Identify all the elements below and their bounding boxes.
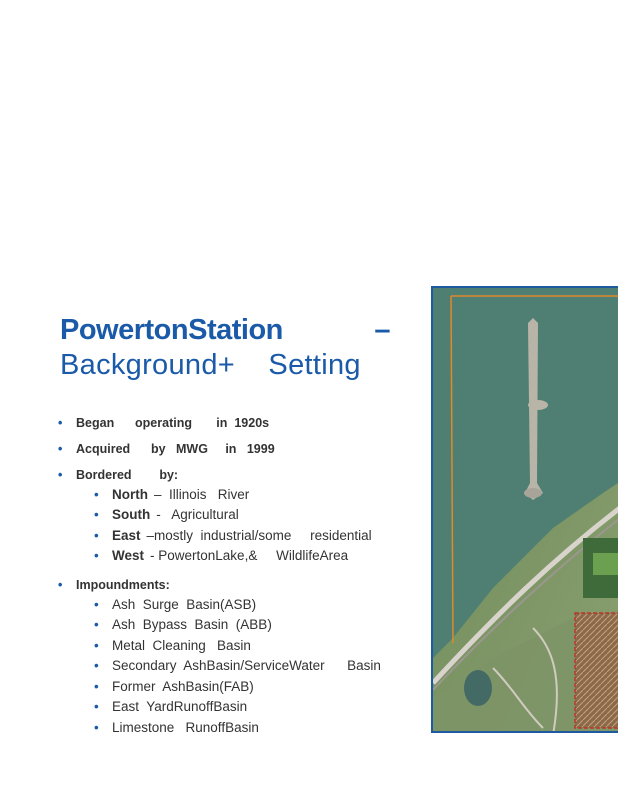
bullet-dot-icon: • — [94, 486, 99, 502]
bullet-dot-icon: • — [94, 658, 99, 674]
impoundment-name: Ash Surge Basin(ASB) — [112, 596, 257, 612]
sub-bullet-item — [94, 594, 418, 615]
border-direction: North — [112, 486, 148, 502]
bullet-dot-icon: • — [94, 527, 99, 543]
bullet-dot-icon: • — [94, 699, 99, 715]
bullet-text: Began operating in 1920s — [76, 416, 270, 430]
bullet-text: Bordered by: — [76, 468, 179, 482]
bullet-dot-icon: • — [58, 416, 63, 430]
sub-bullet-item — [94, 546, 418, 567]
bullet-item — [58, 442, 418, 456]
aerial-map-image — [431, 286, 618, 733]
bullet-list — [58, 416, 418, 738]
title-station-name: PowertonStation — [60, 314, 283, 346]
bullet-item — [58, 578, 418, 592]
impoundment-name: Secondary AshBasin/ServiceWater Basin — [112, 658, 381, 674]
sub-bullet-item — [94, 525, 418, 546]
sub-bullet-item — [94, 505, 418, 526]
border-text: –mostly industrial/some residential — [146, 527, 372, 543]
border-direction: East — [112, 527, 141, 543]
bullet-dot-icon: • — [58, 578, 63, 592]
impoundment-name: Former AshBasin(FAB) — [112, 678, 254, 694]
impoundment-name: Ash Bypass Basin (ABB) — [112, 617, 272, 633]
aerial-map-svg — [433, 288, 618, 733]
bullet-dot-icon: • — [94, 617, 99, 633]
sub-bullet-item — [94, 484, 418, 505]
title-dash: – — [374, 314, 390, 346]
sub-bullet-item — [94, 656, 418, 677]
sub-bullet-item — [94, 697, 418, 718]
impoundment-name: Limestone RunoffBasin — [112, 719, 259, 735]
sub-bullet-item — [94, 717, 418, 738]
border-direction: West — [112, 548, 145, 564]
bullet-dot-icon: • — [94, 507, 99, 523]
sub-bullet-item — [94, 676, 418, 697]
impoundment-name: East YardRunoffBasin — [112, 699, 248, 715]
title-subtitle: Background+ Setting — [60, 349, 361, 381]
bullet-dot-icon: • — [58, 442, 63, 456]
bullet-dot-icon: • — [94, 719, 99, 735]
border-text: - Agricultural — [156, 507, 239, 523]
bullet-item — [58, 416, 418, 430]
bullet-dot-icon: • — [94, 548, 99, 564]
bullet-dot-icon: • — [58, 468, 63, 482]
border-text: - PowertonLake,& WildlifeArea — [150, 548, 349, 564]
bullet-item — [58, 468, 418, 482]
bullet-dot-icon: • — [94, 678, 99, 694]
slide-title — [60, 314, 390, 382]
sub-bullet-item — [94, 635, 418, 656]
border-text: – Illinois River — [154, 486, 250, 502]
border-direction: South — [112, 507, 151, 523]
impoundment-name: Metal Cleaning Basin — [112, 637, 251, 653]
bullet-dot-icon: • — [94, 596, 99, 612]
bullet-text: Acquired by MWG in 1999 — [76, 442, 275, 456]
bullet-dot-icon: • — [94, 637, 99, 653]
bullet-text: Impoundments: — [76, 578, 170, 592]
sub-bullet-item — [94, 615, 418, 636]
